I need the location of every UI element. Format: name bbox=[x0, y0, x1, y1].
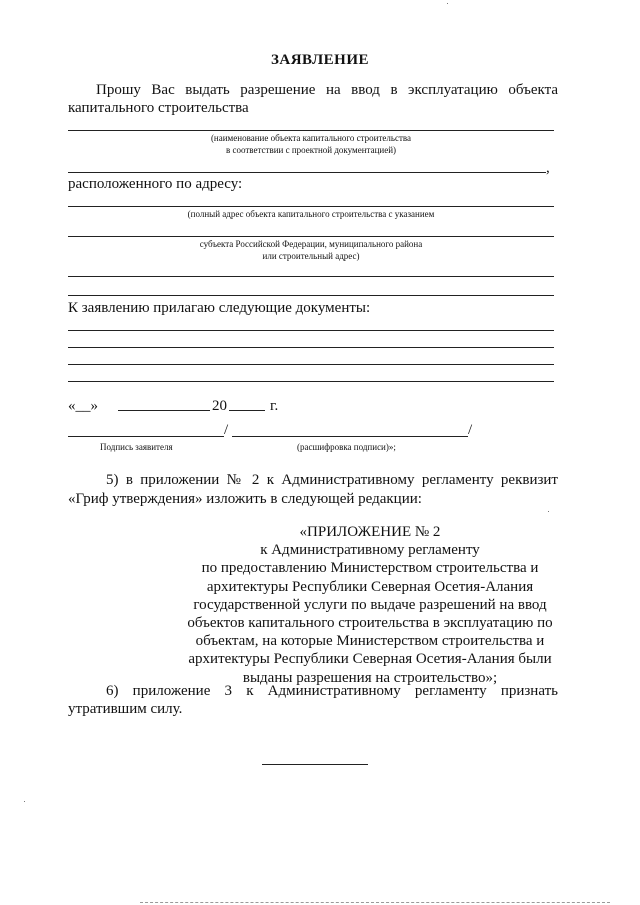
address-line-2 bbox=[68, 236, 554, 237]
date-suffix: г. bbox=[270, 398, 279, 414]
comma: , bbox=[546, 160, 550, 176]
appendix-line: объектов капитального строительства в эксплуатацию по bbox=[187, 615, 553, 632]
located-label: расположенного по адресу: bbox=[68, 176, 243, 192]
object-name-line-2 bbox=[68, 172, 546, 173]
end-rule bbox=[262, 764, 368, 765]
request-line-1: Прошу Вас выдать разрешение на ввод в эксплуатацию объекта bbox=[96, 82, 558, 98]
documents-line-3 bbox=[68, 364, 554, 365]
date-year: 20 bbox=[212, 398, 227, 414]
address-line-4 bbox=[68, 295, 554, 296]
date-day: «__» bbox=[68, 398, 98, 414]
documents-line-2 bbox=[68, 347, 554, 348]
scan-speck bbox=[447, 3, 448, 4]
appendix-line: объектам, на которые Министерством строительства и bbox=[195, 633, 545, 650]
appendix-line: выданы разрешения на строительство»; bbox=[242, 669, 498, 686]
documents-line-1 bbox=[68, 330, 554, 331]
scan-speck bbox=[548, 511, 549, 512]
address-caption-3: или строительный адрес) bbox=[262, 251, 360, 261]
date-month-line bbox=[118, 410, 210, 411]
address-caption-1: (полный адрес объекта капитального строительства с указанием bbox=[187, 209, 435, 219]
date-year-line bbox=[229, 410, 265, 411]
address-caption-2: субъекта Российской Федерации, муниципального района bbox=[199, 239, 423, 249]
decode-caption: (расшифровка подписи)»; bbox=[297, 442, 396, 452]
decode-line bbox=[232, 436, 468, 437]
signature-caption: Подпись заявителя bbox=[100, 442, 173, 452]
appendix-block bbox=[170, 523, 570, 687]
item6-line-2: утратившим силу. bbox=[68, 701, 183, 717]
address-line-1 bbox=[68, 206, 554, 207]
signature-line bbox=[68, 436, 224, 437]
request-line-2: капитального строительства bbox=[68, 100, 249, 116]
appendix-line: «ПРИЛОЖЕНИЕ № 2 bbox=[299, 524, 441, 540]
object-caption-1: (наименование объекта капитального строительства bbox=[210, 133, 412, 143]
item5-line-2: «Гриф утверждения» изложить в следующей редакции: bbox=[68, 491, 422, 507]
object-caption-2: в соответствии с проектной документацией) bbox=[225, 145, 397, 155]
appendix-line: архитектуры Республики Северная Осетия-Алания были bbox=[188, 651, 552, 668]
document-title: ЗАЯВЛЕНИЕ bbox=[270, 52, 370, 68]
scan-bottom-edge bbox=[140, 902, 610, 903]
address-line-3 bbox=[68, 276, 554, 277]
attach-label: К заявлению прилагаю следующие документы: bbox=[68, 300, 371, 316]
signature-slash-2: / bbox=[468, 422, 473, 438]
scan-speck bbox=[24, 801, 25, 802]
item5-line-1: 5) в приложении № 2 к Административному регламенту реквизит bbox=[106, 472, 558, 488]
documents-line-4 bbox=[68, 381, 554, 382]
object-name-line bbox=[68, 130, 554, 131]
signature-slash-1: / bbox=[224, 422, 229, 438]
appendix-line: архитектуры Республики Северная Осетия-Алания bbox=[206, 578, 534, 595]
item6-line-1: 6) приложение 3 к Административному регламенту признать bbox=[106, 683, 558, 699]
appendix-line: к Административному регламенту bbox=[260, 542, 480, 559]
appendix-line: государственной услуги по выдаче разрешений на ввод bbox=[193, 596, 547, 613]
appendix-line: по предоставлению Министерством строительства и bbox=[201, 560, 539, 577]
